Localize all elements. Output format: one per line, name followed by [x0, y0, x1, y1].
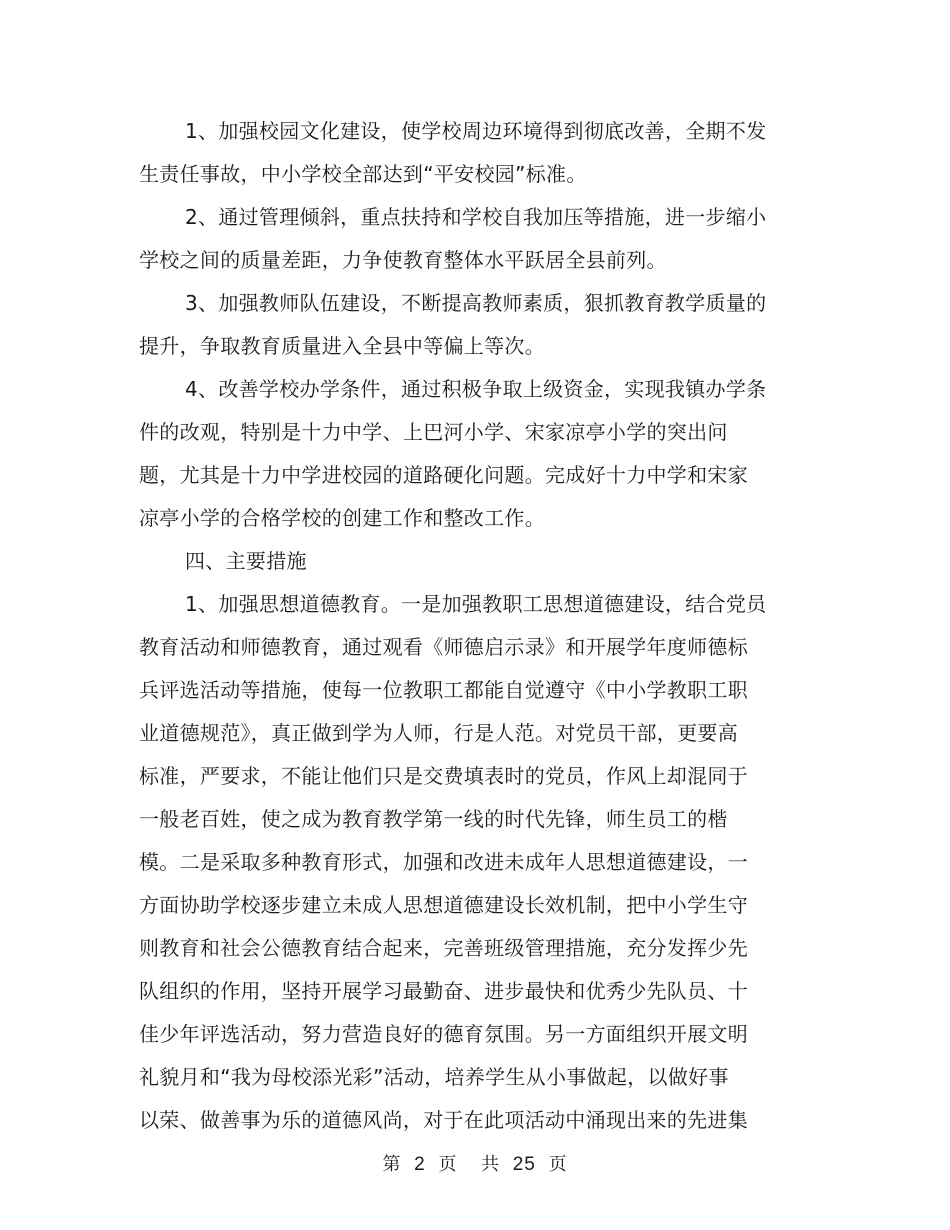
document-body: [139, 110, 779, 1142]
text-line: 件的改观，特别是十力中学、上巴河小学、宋家凉亭小学的突出问: [139, 420, 728, 444]
text-line: 4、改善学校办学条件，通过积极争取上级资金，实现我镇办学条: [185, 377, 767, 401]
text-line: 则教育和社会公德教育结合起来，完善班级管理措施，充分发挥少先: [139, 936, 748, 960]
text-line: 一般老百姓，使之成为教育教学第一线的时代先锋，师生员工的楷: [139, 807, 728, 831]
text-line: 3、加强教师队伍建设，不断提高教师素质，狠抓教育教学质量的: [185, 291, 767, 315]
text-line: 题，尤其是十力中学进校园的道路硬化问题。完成好十力中学和宋家: [139, 463, 748, 487]
text-line: 生责任事故，中小学校全部达到“平安校园”标准。: [139, 162, 587, 186]
text-line: 标准，严要求，不能让他们只是交费填表时的党员，作风上却混同于: [139, 764, 748, 788]
total-page-count: 25: [512, 1154, 536, 1175]
text-line: 1、加强思想道德教育。一是加强教职工思想道德建设，结合党员: [185, 592, 767, 616]
footer-total-prefix: 共: [480, 1154, 500, 1175]
section-heading: 四、主要措施: [185, 549, 307, 573]
text-line: 提升，争取教育质量进入全县中等偏上等次。: [139, 334, 545, 358]
text-line: 业道德规范》，真正做到学为人师，行是人范。对党员干部，更要高: [139, 721, 738, 745]
footer-prefix: 第: [382, 1154, 402, 1175]
footer-total-unit: 页: [548, 1154, 568, 1175]
text-line: 队组织的作用，坚持开展学习最勤奋、进步最快和优秀少先队员、十: [139, 979, 748, 1003]
text-line: 学校之间的质量差距，力争使教育整体水平跃居全县前列。: [139, 248, 667, 272]
text-line: 模。二是采取多种教育形式，加强和改进未成年人思想道德建设，一: [139, 850, 748, 874]
text-line: 教育活动和师德教育，通过观看《师德启示录》和开展学年度师德标: [139, 635, 748, 659]
text-line: 礼貌月和“我为母校添光彩”活动，培养学生从小事做起，以做好事: [139, 1065, 729, 1089]
footer-page-unit: 页: [438, 1154, 458, 1175]
text-line: 1、加强校园文化建设，使学校周边环境得到彻底改善，全期不发: [185, 119, 767, 143]
text-line: 2、通过管理倾斜，重点扶持和学校自我加压等措施，进一步缩小: [185, 205, 767, 229]
text-line: 兵评选活动等措施，使每一位教职工都能自觉遵守《中小学教职工职: [139, 678, 748, 702]
text-line: 佳少年评选活动，努力营造良好的德育氛围。另一方面组织开展文明: [139, 1022, 748, 1046]
text-line: 凉亭小学的合格学校的创建工作和整改工作。: [139, 506, 545, 530]
text-line: 以荣、做善事为乐的道德风尚，对于在此项活动中涌现出来的先进集: [139, 1108, 748, 1132]
text-line: 方面协助学校逐步建立未成人思想道德建设长效机制，把中小学生守: [139, 893, 748, 917]
current-page-number: 2: [414, 1154, 426, 1175]
page-footer: [0, 1150, 950, 1176]
